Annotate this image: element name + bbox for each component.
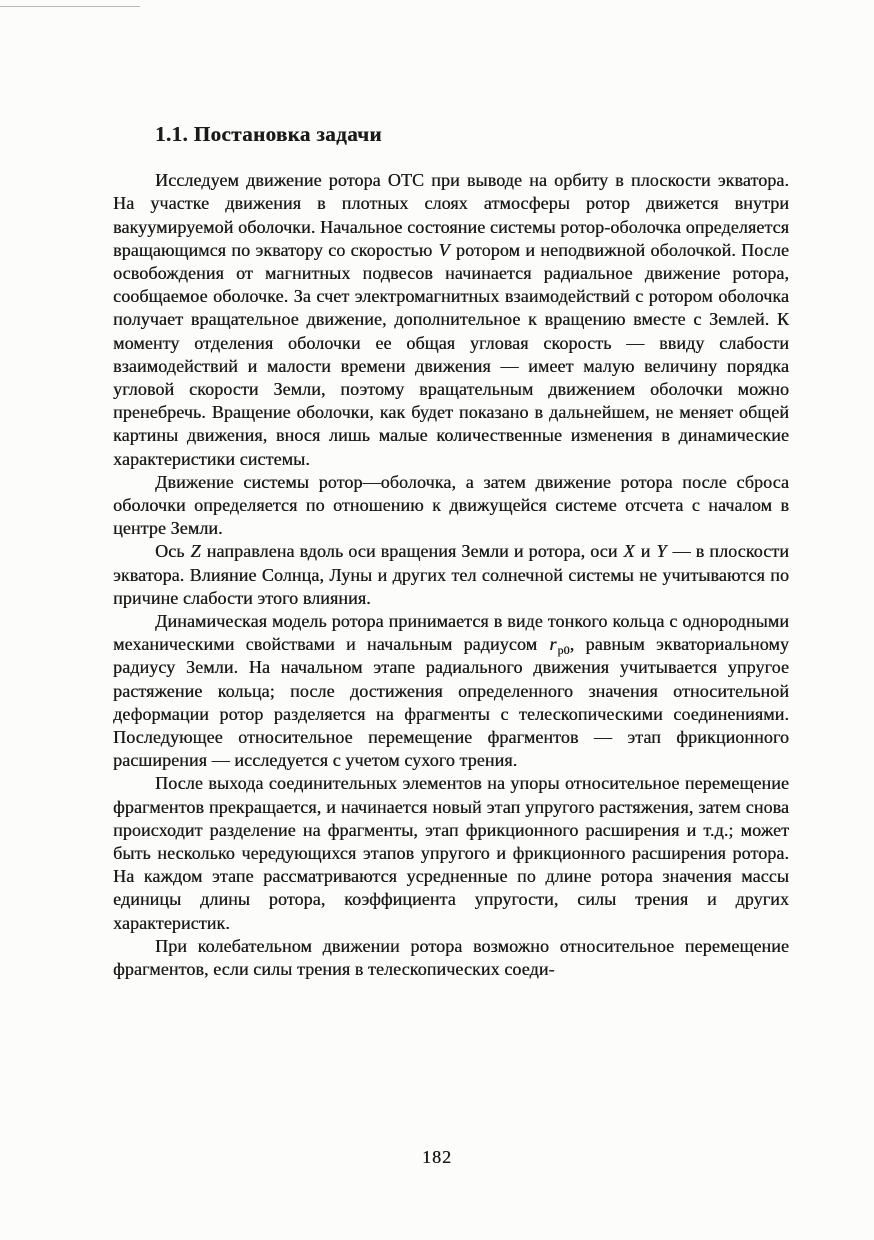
paragraph (113, 935, 789, 981)
text-run: — в плоскости экватора. Влияние Солнца, Луны и других тел солнечной системы не учитываются по причине слабости этого влияния. (113, 541, 789, 608)
text-run: После выхода соединительных элементов на упоры относительное перемещение фрагментов прекращается, и начинается новый этап упругого растяжения, затем снова происходит разделение на фрагменты, этап фрикционного расширения и т.д.; может быть несколько чередующихся этапов упругого и фрикционного расширения ротора. На каждом этапе рассматриваются усредненные по длине ротора значения массы единицы длины ротора, коэффициента упругости, силы трения и других характеристик. (113, 773, 789, 933)
text-run-italic: Z (190, 541, 201, 562)
paragraph (113, 772, 789, 934)
text-run: Движение системы ротор—оболочка, а затем движение ротора после сброса оболочки определяется по отношению к движущейся системе отсчета с началом в центре Земли. (113, 471, 789, 539)
paragraph (113, 540, 789, 610)
text-run: ротором и неподвижной оболочкой. После освобождения от магнитных подвесов начинается радиальное движение ротора, сообщаемое оболочке. За счет электромагнитных взаимодействий с ротором оболочка получает вращательное движение, дополнительное к вращению вместе с Землей. К моменту отделения оболочки ее общая угловая скорость — ввиду слабости взаимодействий и малости времени движения — имеет малую величину порядка угловой скорости Земли, поэтому вращательным движением оболочки можно пренебречь. Вращение оболочки, как будет показано в дальнейшем, не меняет общей картины движения, внося лишь малые количественные изменения в динамические характеристики системы. (113, 239, 789, 469)
text-run-italic: Y (656, 541, 667, 562)
scan-artifact-line (0, 6, 140, 7)
text-run-italic: X (623, 541, 635, 562)
text-run-subscript: р0 (557, 643, 570, 658)
text-run: направлена вдоль оси вращения Земли и ротора, оси (201, 541, 623, 562)
text-run-italic: r (549, 634, 557, 655)
paragraph (113, 471, 789, 541)
text-run: , равным экваториальному радиусу Земли. На начальном этапе радиального движения учитывается упругое растяжение кольца; после достижения определенного значения относительной деформации ротор разделяется на фрагменты с телескопическими соединениями. Последующее относительное перемещение фрагментов — этап фрикционного расширения — исследуется с учетом сухого трения. (113, 634, 789, 771)
paragraph (113, 169, 789, 471)
section-heading: 1.1. Постановка задачи (155, 122, 382, 146)
text-run: При колебательном движении ротора возможно относительное перемещение фрагментов, если силы трения в телескопических соеди- (113, 935, 789, 980)
text-run: и (635, 541, 656, 562)
paragraph (113, 610, 789, 772)
body-text (113, 169, 789, 981)
text-run: Динамическая модель ротора принимается в виде тонкого кольца с однородными механическими свойствами и начальным радиусом (113, 611, 789, 655)
text-run-italic: V (438, 239, 450, 260)
text-run: Ось (155, 541, 190, 562)
page-number: 182 (422, 1147, 452, 1167)
text-run: Исследуем движение ротора ОТС при выводе на орбиту в плоскости экватора. На участке движения в плотных слоях атмосферы ротор движется внутри вакуумируемой оболочки. Начальное состояние системы ротор-оболочка определяется вращающимся по экватору со скоростью (113, 170, 789, 260)
